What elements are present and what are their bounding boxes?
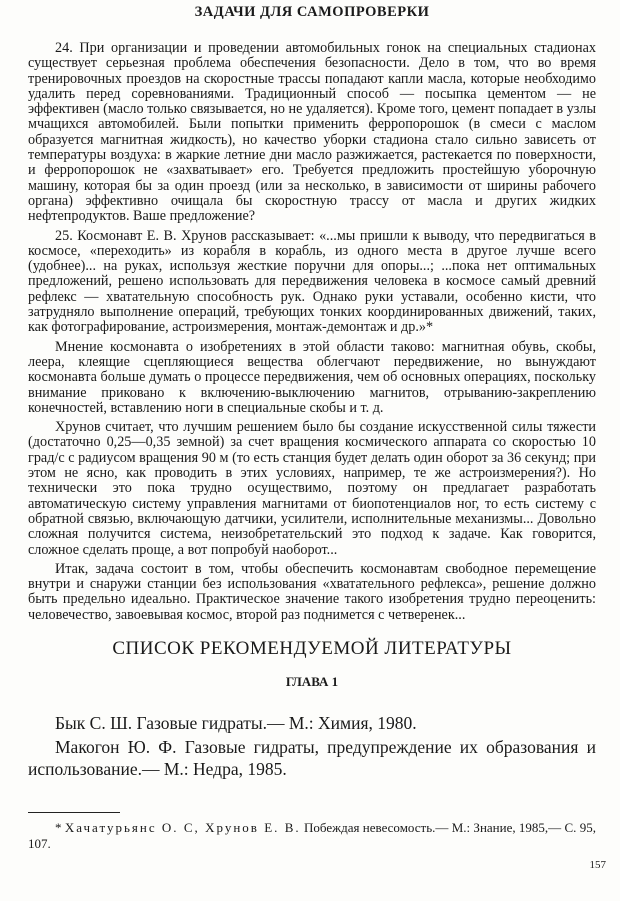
paragraph-khrunov: Хрунов считает, что лучшим решением было бы создание искусственной силы тяжести (достаточно 0,25—0,35 земной) за счет вращения космического аппарата со скоростью 10 град/с с радиусом вращения 90 м (то есть станция будет делать один оборот за 36 секунд; при этом не ясно, как проводить в этих условиях, например, те же астроизмерения?). Но технически это пока трудно осуществимо, поэтому он предлагает разработать автоматическую систему управления магнитами от биопотенциалов ног, то есть систему с обратной связью, включающую датчики, усилители, исполнительные механизмы... Довольно сложная получится система, неизобретательский это подход к задаче. Как говорится, сложное сделать проще, а вот попробуй наоборот... <box>28 419 596 558</box>
paragraph-task-25: 25. Космонавт Е. В. Хрунов рассказывает: «...мы пришли к выводу, что передвигаться в космосе, «переходить» из корабля в корабль, из одного места в другое лучше всего (удобнее)... на руках, используя жесткие поручни для опоры...; ...пока нет оптимальных предложений, решено использовать для передвижения человека в космосе самый древний рефлекс — хватательную способность рук. Однако руки уставали, особенно кисти, что затрудняло выполнение операций, требующих тонких координированных движений, таких, как фотографирование, астроизмерения, монтаж-демонтаж и др.»* <box>28 227 596 336</box>
footnote-divider <box>28 812 120 813</box>
footnote <box>28 820 596 852</box>
page-number: 157 <box>589 859 606 871</box>
paragraph-opinion: Мнение космонавта о изобретениях в этой области таково: магнитная обувь, скобы, леера, клеящие сцепляющиеся вещества облегчают передвижение, но вынуждают космонавта больше думать о процессе передвижения, чем об основных операциях, поскольку внимание приковано к включению-выключению магнитов, отрыванию-закреплению конечностей, вставлению ноги в специальные скобы и т. д. <box>28 338 596 416</box>
page-body <box>28 0 596 852</box>
footnote-source: Побеждая невесомость.— М.: Знание, 1985,— С. 95, 107. <box>28 819 596 851</box>
literature-title: СПИСОК РЕКОМЕНДУЕМОЙ ЛИТЕРАТУРЫ <box>112 637 512 659</box>
paragraph-conclusion: Итак, задача состоит в том, чтобы обеспечить космонавтам свободное перемещение внутри и снаружи станции без использования «хватательного рефлекса», решение должно быть предельно идеально. Практическое значение такого изобретения трудно переоценить: человечество, завоевывая космос, второй раз поднимется с четверенек... <box>28 560 596 623</box>
reference-item: Бык С. Ш. Газовые гидраты.— М.: Химия, 1980. <box>55 712 417 733</box>
paragraph-task-24: 24. При организации и проведении автомобильных гонок на специальных стадионах существует серьезная проблема обеспечения безопасности. Дело в том, что во время тренировочных проездов на скоростные трассы попадают капли масла, которые необходимо удалить перед соревнованиями. Традиционный способ — посыпка цементом — не эффективен (масло только связывается, но не удаляется). Кроме того, цемент попадает в узлы мчащихся автомобилей. Были попытки применить ферропорошок (в смеси с маслом образуется магнитная жидкость), но качество уборки стадиона стало сильно зависеть от температуры воздуха: в жаркие летние дни масло разжижается, растекается по поверхности, и ферропорошок не «захватывает» его. Требуется предложить простейшую уборочную машину, которая бы за один проезд (или за несколько, в зависимости от ширины рабочего органа) эффективно очищала бы скоростную трассу от масла и других жидких нефтепродуктов. Ваше предложение? <box>28 40 596 225</box>
footnote-mark: * <box>55 819 62 835</box>
reference-item: Макогон Ю. Ф. Газовые гидраты, предупреждение их образования и использование.— М.: Недра, 1985. <box>28 736 596 779</box>
footnote-authors: Хачатурьянс О. С, Хрунов Е. В. <box>64 819 301 835</box>
section-header: ЗАДАЧИ ДЛЯ САМОПРОВЕРКИ <box>194 4 430 20</box>
chapter-heading: ГЛАВА 1 <box>285 673 339 689</box>
